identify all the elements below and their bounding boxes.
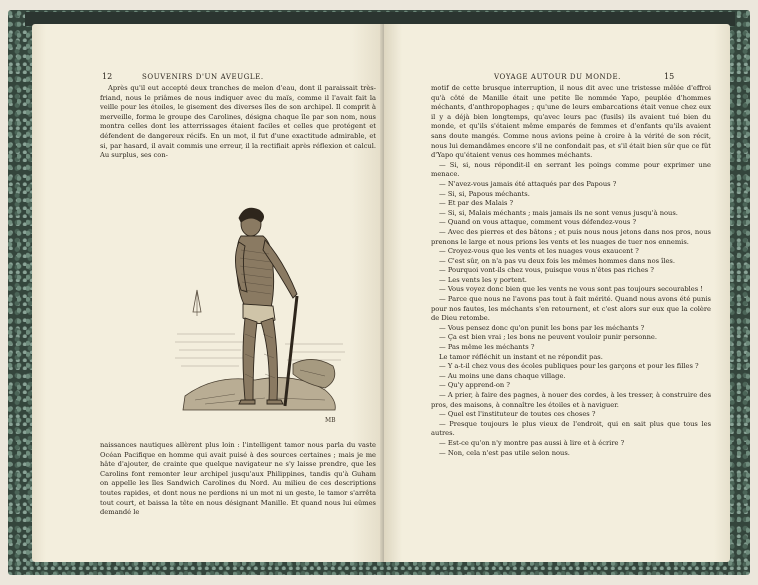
dialogue-line: — Quand on vous attaque, comment vous défendez-vous ? [439, 218, 637, 227]
page-number: 15 [664, 72, 675, 81]
dialogue-line: — Au moins une dans chaque village. [439, 371, 566, 380]
dialogue-line: — N'avez-vous jamais été attaqués par des Papous ? [439, 179, 617, 188]
dialogue-line: — Pourquoi vont-ils chez vous, puisque vous n'êtes pas riches ? [439, 266, 654, 275]
illustration-signature: MB [325, 417, 336, 424]
dialogue-line: — C'est sûr, on n'a pas vu deux fois les mêmes hommes dans nos îles. [439, 256, 675, 265]
dialogue-line: — Si, si, nous répondit-il en serrant les poings comme pour exprimer une menace. [431, 160, 711, 179]
dialogue-line: — Et par des Malais ? [439, 199, 514, 208]
dialogue-line: — Si, si, Papous méchants. [439, 189, 530, 198]
dialogue-line: — Pas même les méchants ? [439, 343, 535, 352]
dialogue-line: — Croyez-vous que les vents et les nuages vous exaucent ? [439, 247, 639, 256]
text-block-bottom [100, 441, 376, 518]
dialogue-line: — Vous voyez donc bien que les vents ne vous sont pas toujours secourables ! [439, 285, 703, 294]
text-block-top [100, 84, 376, 161]
right-page [384, 24, 730, 562]
paragraph: naissances nautiques allèrent plus loin : l'intelligent tamor nous parla du vaste Océan Pacifique en homme qui avait puisé à des sources certaines ; mais je me hâte d'ajouter, de crainte que quelque navigateur ne s'y laisse prendre, que les Carolins font remonter leur archipel jusqu'aux Philippines, tandis qu'à Guham on appelle les îles Sandwich Carolines du Nord. Au milieu de ces descriptions toutes rapides, et dont nous ne perdions ni un mot ni un geste, le tamor s'arrêta tout court, et baissa la tête en nous désignant Manille. Et quand nous lui eûmes demandé le [100, 441, 376, 517]
dialogue-line: — Si, si, Malais méchants ; mais jamais ils ne sont venus jusqu'à nous. [439, 208, 678, 217]
running-head: SOUVENIRS D'UN AVEUGLE. [142, 73, 264, 81]
dialogue-line: — Qu'y apprend-on ? [439, 381, 510, 390]
dialogue-line: — Quel est l'instituteur de toutes ces choses ? [439, 410, 596, 419]
dialogue-line: — Avec des pierres et des bâtons ; et puis nous nous jetons dans nos pros, nous prenons le large et nous prions les vents et les nuages de tuer nos ennemis. [431, 227, 711, 246]
dialogue-line: — Est-ce qu'on n'y montre pas aussi à lire et à écrire ? [439, 438, 625, 447]
dialogue-line: — Ça est bien vrai ; les bons ne peuvent vouloir punir personne. [439, 333, 657, 342]
dialogue-line: — Vous pensez donc qu'on punit les bons par les méchants ? [439, 323, 645, 332]
dialogue-line: Le tamor réfléchit un instant et ne répondit pas. [439, 352, 603, 361]
dialogue-line: — A prier, à faire des pagnes, à nouer des cordes, à les tresser, à construire des pros, des maisons, à connaître les étoiles et à naviguer. [431, 391, 711, 409]
illustration-islander [175, 204, 347, 434]
dialogue-line: — Presque toujours le plus vieux de l'endroit, qui en sait plus que tous les autres. [431, 419, 711, 438]
page-number: 12 [102, 72, 113, 81]
dialogue-line: — Les vents les y portent. [439, 275, 527, 284]
left-page [32, 24, 384, 562]
dialogue-line: — Non, cela n'est pas utile selon nous. [439, 448, 570, 457]
running-head: VOYAGE AUTOUR DU MONDE. [494, 73, 622, 81]
dialogue-line: — Parce que nous ne l'avons pas tout à fait mérité. Quand nous avons été punis pour nos fautes, les méchants s'en retournent, et c'est alors sur eux que la colère de Dieu retombe. [431, 295, 711, 323]
text-block [431, 84, 711, 458]
dialogue-line: — Y a-t-il chez vous des écoles publiques pour les garçons et pour les filles ? [439, 362, 699, 371]
paragraph: motif de cette brusque interruption, il nous dit avec une tristesse mêlée d'effroi qu'à côté de Manille était une petite île nommée Yapo, peuplée d'hommes méchants, d'anthropophages ; qu'une de leurs embarcations était venue chez eux il y a déjà bien longtemps, qu'avec leurs pac (fusils) ils avaient tué bien du monde, et qu'ils s'étaient même emparés de femmes et d'enfants qu'ils avaient sans doute mangés. Comme nous avions peine à croire à la vérité de son récit, nous lui demandâmes encore s'il ne confondait pas, et s'il était bien sûr que ce fût d'Yapo qu'étaient venus ces hommes méchants. [431, 84, 711, 160]
paragraph: Après qu'il eut accepté deux tranches de melon d'eau, dont il paraissait très-friand, nous le priâmes de nous indiquer avec du maïs, comme il l'avait fait la veille pour les étoiles, le gisement des diverses îles de son archipel. Il comprit à merveille, forma le groupe des Carolines, désigna chaque île par son nom, nous montra celles dont les atterrissages étaient faciles et celles que protégent et défendent de dangereux récifs. En un mot, il fut d'une exactitude admirable, et si, par hasard, il avait commis une erreur, il la rectifiait après réflexion et calcul. Au surplus, ses con- [100, 84, 376, 160]
